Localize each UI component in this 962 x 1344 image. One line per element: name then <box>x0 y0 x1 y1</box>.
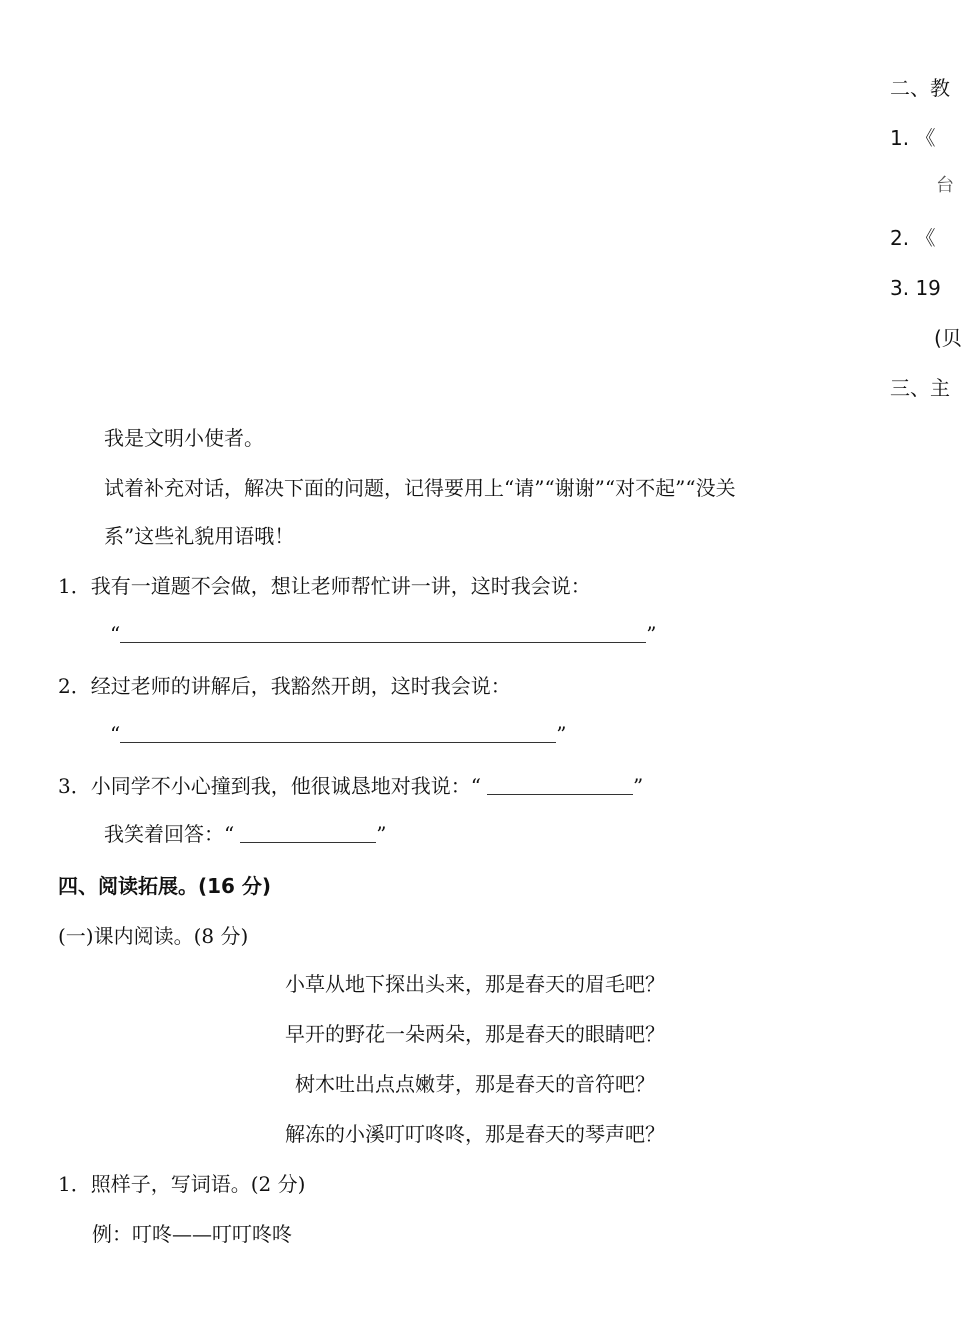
close-quote: ” <box>376 822 387 846</box>
dialog-question-2: 2．经过老师的讲解后，我豁然开朗，这时我会说： <box>58 674 511 698</box>
answer-1-blank[interactable] <box>120 620 646 643</box>
dialog-question-3: 3．小同学不小心撞到我，他很诚恳地对我说： <box>58 774 471 798</box>
section-4-heading: 四、阅读拓展。(16 分) <box>58 874 272 898</box>
dialog-answer-1-row <box>110 620 656 648</box>
intro-instruction: 试着补充对话，解决下面的问题，记得要用上“请”“谢谢”“对不起”“没关 <box>104 476 736 500</box>
open-quote: “ <box>470 774 481 798</box>
dialog-question-1: 1．我有一道题不会做，想让老师帮忙讲一讲，这时我会说： <box>58 574 591 598</box>
answer-2-blank[interactable] <box>120 720 556 743</box>
close-quote: ” <box>646 622 657 646</box>
close-quote: ” <box>556 722 567 746</box>
exercise-example: 例：叮咚——叮叮咚咚 <box>92 1222 292 1246</box>
answer-3a-blank[interactable] <box>487 772 633 795</box>
poem-line-3: 树木吐出点点嫩芽，那是春天的音符吧？ <box>295 1072 655 1096</box>
dialog-question-3-row <box>58 772 643 800</box>
section-2-question-3-continuation: (贝 <box>934 326 962 350</box>
dialog-reply-row <box>104 820 386 848</box>
section-2-question-3-fragment: 3. 19 <box>890 276 941 300</box>
exercise-question-1: 1．照样子，写词语。(2 分) <box>58 1172 306 1196</box>
open-quote: “ <box>110 622 121 646</box>
section-2-heading-fragment: 二、教 <box>890 76 950 100</box>
open-quote: “ <box>224 822 235 846</box>
poem-line-2: 早开的野花一朵两朵，那是春天的眼睛吧？ <box>285 1022 665 1046</box>
dialog-answer-2-row <box>110 720 566 748</box>
open-quote: “ <box>110 722 121 746</box>
poem-line-1: 小草从地下探出头来，那是春天的眉毛吧？ <box>285 972 665 996</box>
answer-3b-blank[interactable] <box>240 820 376 843</box>
section-2-question-1-continuation: 台 <box>936 175 954 196</box>
section-2-question-1-fragment: 1. 《 <box>890 126 936 150</box>
intro-instruction-continued: 系”这些礼貌用语哦！ <box>104 524 295 548</box>
poem-line-4: 解冻的小溪叮叮咚咚，那是春天的琴声吧？ <box>285 1122 665 1146</box>
close-quote: ” <box>632 774 644 798</box>
intro-title: 我是文明小使者。 <box>104 426 264 450</box>
section-3-heading-fragment: 三、主 <box>890 376 950 400</box>
section-2-question-2-fragment: 2. 《 <box>890 226 936 250</box>
section-4-subheading: (一)课内阅读。(8 分) <box>58 924 249 948</box>
dialog-reply-label: 我笑着回答： <box>104 822 224 846</box>
